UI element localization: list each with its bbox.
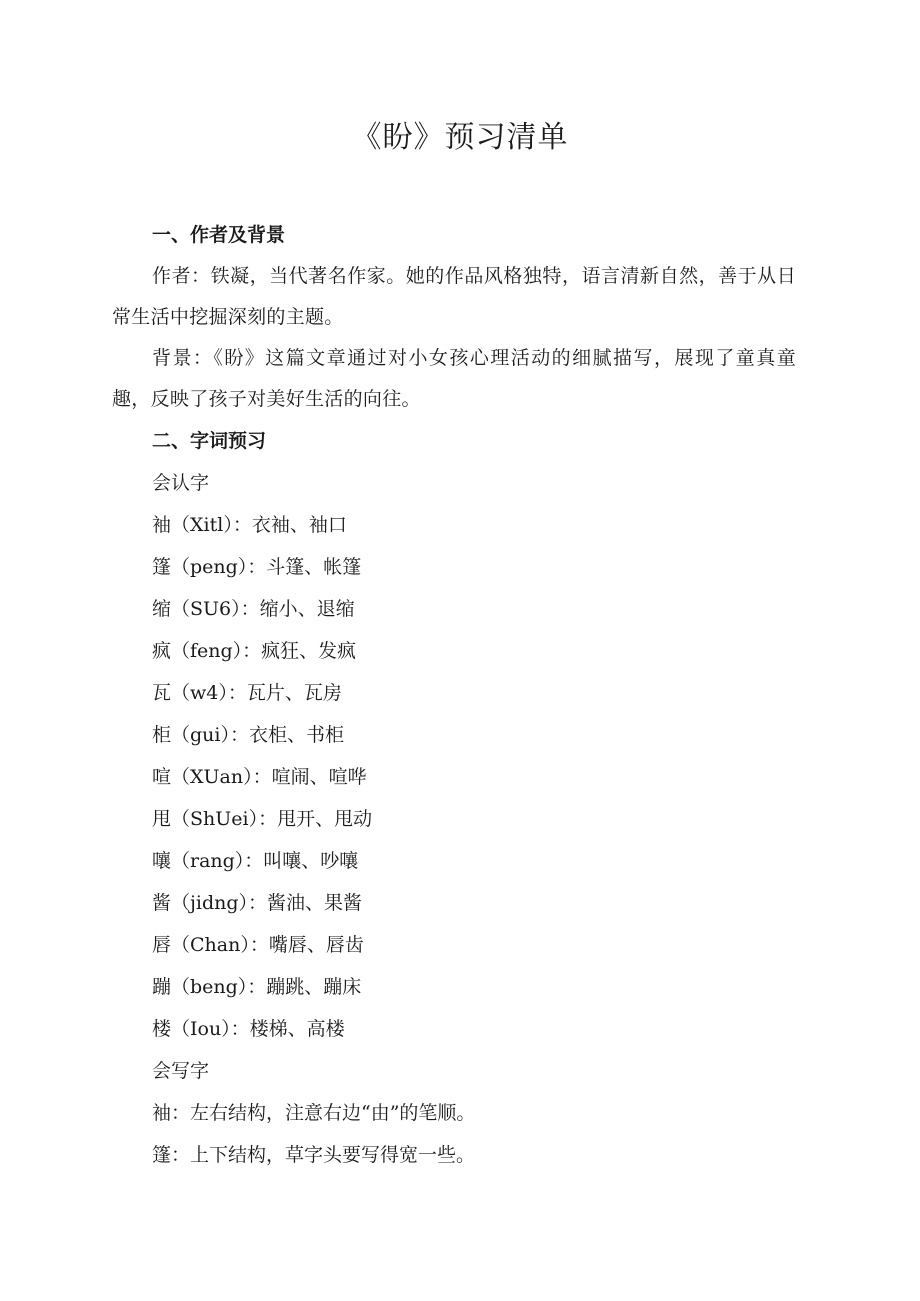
list-item: 蹦（beng）：蹦跳、蹦床 (152, 976, 362, 998)
list-item: 疯（feng）：疯狂、发疯 (152, 640, 357, 662)
section-heading-author: 一、作者及背景 (152, 224, 286, 246)
list-item: 篷：上下结构，草字头要写得宽一些。 (152, 1144, 476, 1166)
write-label: 会写字 (152, 1060, 210, 1082)
list-item: 缩（SU6）：缩小、退缩 (152, 598, 355, 620)
list-item: 喧（XUan）：喧闹、喧哗 (152, 766, 367, 788)
document-body (112, 214, 796, 1176)
list-item: 嚷（rang）：叫嚷、吵嚷 (152, 850, 359, 872)
author-paragraph: 作者：铁凝，当代著名作家。她的作品风格独特，语言清新自然，善于从日常生活中挖掘深刻的主题。 (112, 265, 796, 328)
list-item: 袖（Xitl）：衣袖、袖口 (152, 514, 347, 536)
list-item: 酱（jidng）：酱油、果酱 (152, 892, 363, 914)
list-item: 袖：左右结构，注意右边“由”的笔顺。 (152, 1102, 476, 1124)
section-heading-vocab: 二、字词预习 (152, 430, 267, 452)
list-item: 篷（peng）：斗篷、帐篷 (152, 556, 362, 578)
recognize-label: 会认字 (152, 472, 210, 494)
page-title: 《盼》预习清单 (351, 120, 569, 155)
background-paragraph: 背景：《盼》这篇文章通过对小女孩心理活动的细腻描写，展现了童真童趣，反映了孩子对美好生活的向往。 (112, 347, 796, 410)
recognize-list (112, 504, 796, 1050)
list-item: 柜（gui）：衣柜、书柜 (152, 724, 344, 746)
list-item: 唇（Chan）：嘴唇、唇齿 (152, 934, 364, 956)
list-item: 瓦（w4）：瓦片、瓦房 (152, 682, 342, 704)
list-item: 甩（ShUei）：甩开、甩动 (152, 808, 373, 830)
list-item: 楼（Iou）：楼梯、高楼 (152, 1018, 345, 1040)
write-list (112, 1092, 796, 1176)
